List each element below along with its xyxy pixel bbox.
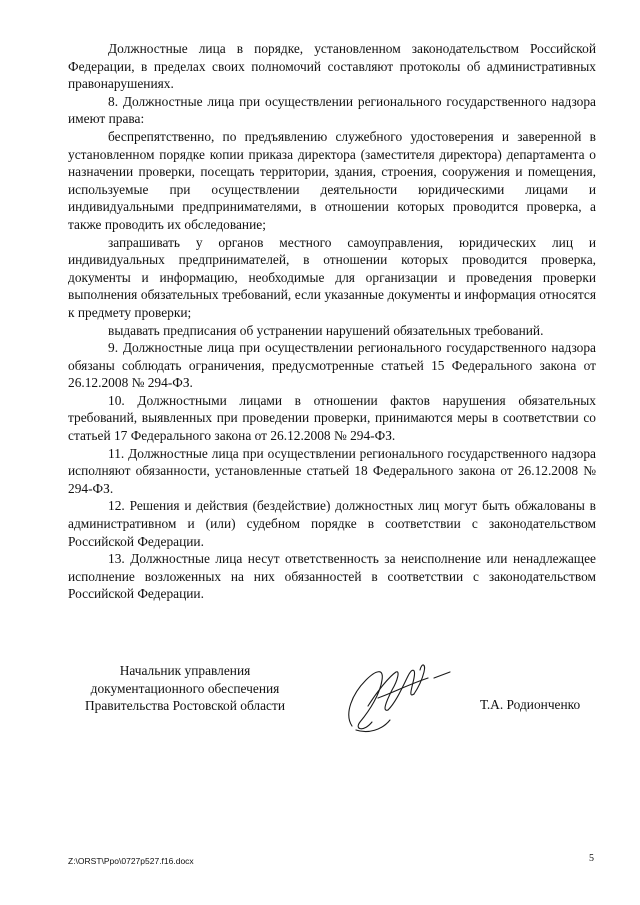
paragraph-8-rights: 8. Должностные лица при осуществлении регионального государственного надзора имеют права:	[68, 93, 596, 127]
document-body	[68, 40, 596, 603]
footer-file-path: Z:\ORST\Ppo\0727p527.f16.docx	[68, 856, 194, 866]
paragraph-9-restrictions: 9. Должностные лица при осуществлении регионального государственного надзора обязаны соблюдать ограничения, предусмотренные статьей 15 Федерального закона от 26.12.2008 № 294-ФЗ.	[68, 340, 596, 391]
handwritten-signature	[338, 650, 458, 740]
paragraph-10-measures: 10. Должностными лицами в отношении фактов нарушения обязательных требований, выявленных при проведении проверки, принимаются меры в соответствии со статьей 17 Федерального закона от 26.12.2008 № 294-ФЗ.	[68, 392, 596, 444]
signatory-title-line: документационного обеспечения	[90, 680, 280, 696]
paragraph-right-orders: выдавать предписания об устранении нарушений обязательных требований.	[108, 322, 544, 338]
paragraph-11-duties: 11. Должностные лица при осуществлении регионального государственного надзора исполняют обязанности, установленные статьей 18 Федерального закона от 26.12.2008 № 294-ФЗ.	[68, 445, 596, 496]
signatory-title	[60, 662, 310, 715]
paragraph-right-access: беспрепятственно, по предъявлению служебного удостоверения и заверенной в установленном порядке копии приказа директора (заместителя директора) департамента о назначении проверки, посещать территории, здания, строения, сооружения и помещения, используемые при осуществлении деятельности юридическими лицами и индивидуальными предпринимателями, в отношении которых проводится проверка, а также проводить их обследование;	[68, 128, 596, 232]
paragraph-12-appeal: 12. Решения и действия (бездействие) должностных лиц могут быть обжалованы в административном и (или) судебном порядке в соответствии с законодательством Российской Федерации.	[68, 498, 596, 549]
signatory-title-line: Начальник управления	[119, 663, 251, 678]
paragraph-right-request: запрашивать у органов местного самоуправления, юридических лиц и индивидуальных предпринимателей, в отношении которых проводится проверка, документы и информацию, необходимые для организации и проведения проверки выполнения обязательных требований, если указанные документы и информация относятся к предмету проверки;	[68, 234, 596, 320]
paragraph-protocols: Должностные лица в порядке, установленном законодательством Российской Федерации, в пределах своих полномочий составляют протоколы об административных правонарушениях.	[68, 41, 596, 92]
paragraph-13-responsibility: 13. Должностные лица несут ответственность за неисполнение или ненадлежащее исполнение возложенных на них обязанностей в соответствии с законодательством Российской Федерации.	[68, 551, 596, 602]
signatory-title-line: Правительства Ростовской области	[84, 698, 286, 714]
signatory-name: Т.А. Родионченко	[480, 697, 581, 712]
page-number: 5	[589, 853, 594, 864]
